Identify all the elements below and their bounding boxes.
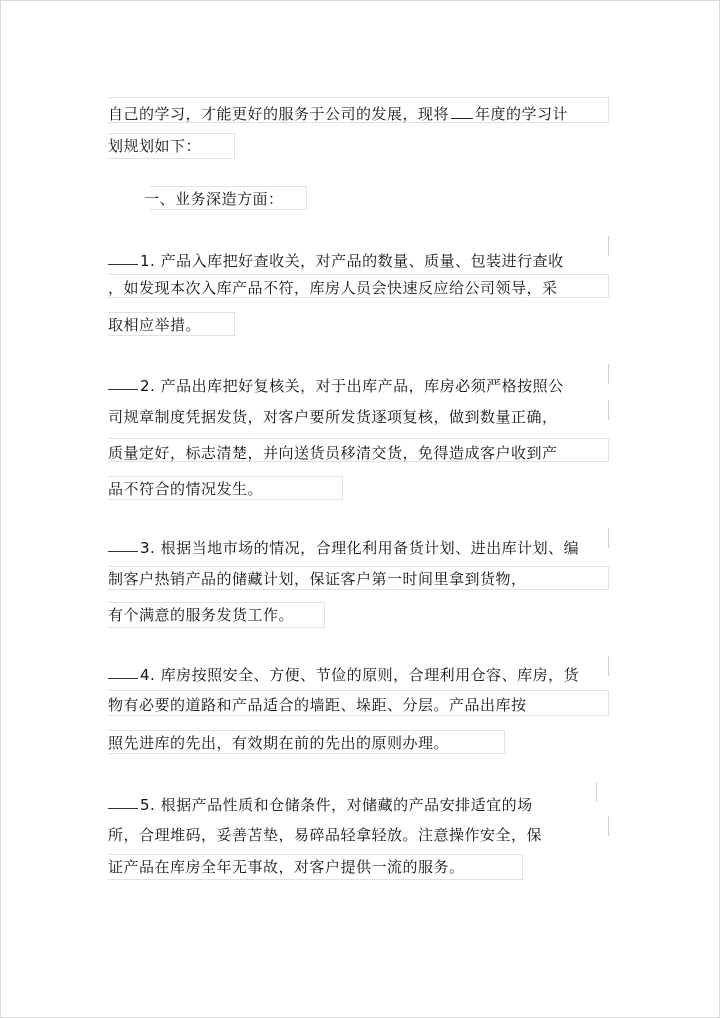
item-5-line-1: 5. 根据产品性质和仓储条件，对储藏的产品安排适宜的场 xyxy=(108,792,533,818)
intro-text-b: 年度的学习计 xyxy=(475,105,569,123)
intro-line-1 xyxy=(108,101,568,127)
intro-line-2: 划规划如下： xyxy=(108,137,202,155)
item-1-line-1: 1. 产品入库把好查收关，对产品的数量、质量、包装进行查收 xyxy=(108,248,564,274)
item-1-line-3: 取相应举措。 xyxy=(108,316,202,334)
guide-tick xyxy=(608,528,609,548)
item-5-line-3: 证产品在库房全年无事故，对客户提供一流的服务。 xyxy=(108,858,465,876)
item-2-line-1: 2. 产品出库把好复核关，对于出库产品，库房必须严格按照公 xyxy=(108,373,564,399)
indent-dash xyxy=(108,551,138,552)
indent-dash xyxy=(108,264,138,265)
item-4-line-2: 物有必要的道路和产品适合的墙距、垛距、分层。产品出库按 xyxy=(108,696,527,714)
item-2-line-3: 质量定好，标志清楚，并向送货员移清交货，免得造成客户收到产 xyxy=(108,444,558,462)
guide-tick xyxy=(608,816,609,836)
item-2-line-2: 司规章制度凭据发货，对客户要所发货逐项复核，做到数量正确， xyxy=(108,408,558,426)
item-1-line-2: ，如发现本次入库产品不符，库房人员会快速反应给公司领导，采 xyxy=(108,279,558,297)
indent-dash xyxy=(108,678,138,679)
item-3-line-2: 制客户热销产品的储藏计划，保证客户第一时间里拿到货物， xyxy=(108,570,527,588)
indent-dash xyxy=(108,389,138,390)
item-2-line-4: 品不符合的情况发生。 xyxy=(108,480,264,498)
item-4-line-3: 照先进库的先出，有效期在前的先出的原则办理。 xyxy=(108,734,450,752)
item-3-line-1: 3. 根据当地市场的情况，合理化利用备货计划、进出库计划、编 xyxy=(108,535,579,561)
guide-tick xyxy=(608,236,609,256)
intro-text-a: 自己的学习，才能更好的服务于公司的发展，现将 xyxy=(108,105,450,123)
fill-in-blank xyxy=(451,104,473,119)
item-3-line-3: 有个满意的服务发货工作。 xyxy=(108,606,295,624)
section-heading: 一、业务深造方面： xyxy=(144,190,284,208)
guide-tick xyxy=(596,782,597,802)
guide-tick xyxy=(608,656,609,676)
guide-tick xyxy=(608,364,609,384)
indent-dash xyxy=(108,808,138,809)
item-4-line-1: 4. 库房按照安全、方便、节俭的原则，合理利用仓容、库房，货 xyxy=(108,662,579,688)
guide-tick xyxy=(608,400,609,420)
item-5-line-2: 所，合理堆码，妥善苫垫，易碎品轻拿轻放。注意操作安全，保 xyxy=(108,826,543,844)
